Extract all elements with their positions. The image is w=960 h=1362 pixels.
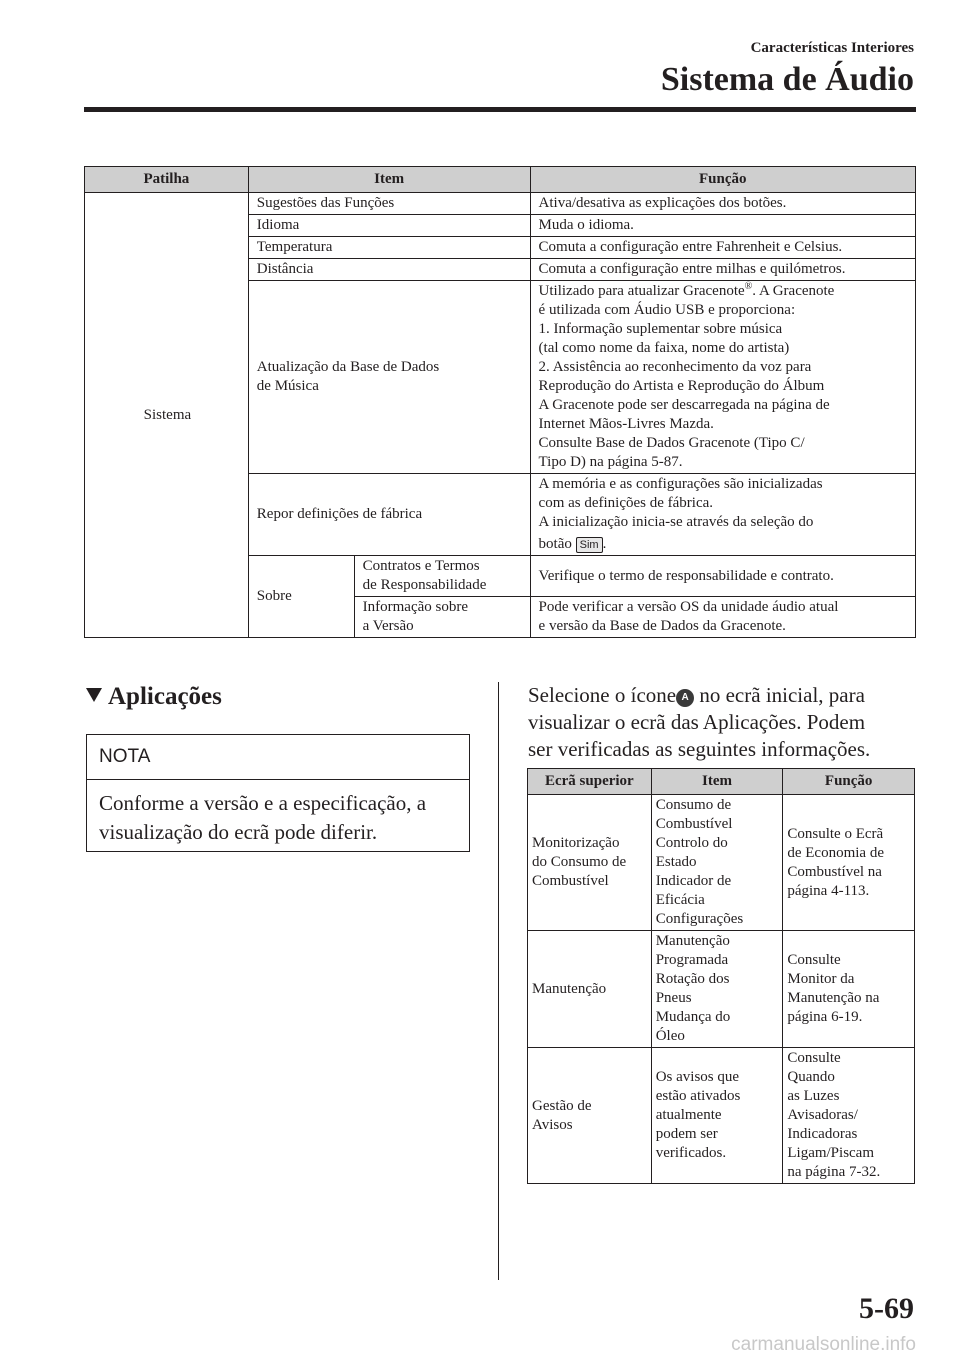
item-cell: Temperatura bbox=[248, 237, 530, 259]
cell-line: na página 7-32. bbox=[787, 1164, 881, 1180]
registered-mark: ® bbox=[744, 281, 753, 292]
cell-line: Programada bbox=[655, 952, 729, 968]
page-number: 5-69 bbox=[859, 1292, 914, 1325]
cell-line: Consulte bbox=[787, 952, 841, 968]
col-header-patilha: Patilha bbox=[85, 167, 249, 193]
cell-line: Manutenção na bbox=[787, 990, 880, 1006]
cell-line: do Consumo de bbox=[532, 854, 627, 870]
func-line: 2. Assistência ao reconhecimento da voz para bbox=[538, 359, 812, 375]
func-line: Utilizado para atualizar Gracenote bbox=[538, 283, 745, 299]
cell-line: estão ativados bbox=[655, 1088, 741, 1104]
top-cell bbox=[528, 1048, 652, 1184]
cell-line: Combustível na bbox=[787, 863, 882, 880]
func-end: . bbox=[602, 536, 607, 552]
item-cell: Sugestões das Funções bbox=[248, 193, 530, 215]
subitem-cell bbox=[354, 556, 530, 597]
cell-line: Combustível bbox=[655, 816, 733, 832]
func-cell-reset bbox=[530, 474, 915, 556]
func-line: A inicialização inicia-se através da seleção do bbox=[538, 514, 814, 530]
intro-text: ser verificadas as seguintes informações. bbox=[528, 737, 871, 761]
section-title bbox=[86, 682, 222, 712]
func-cell: Comuta a configuração entre milhas e quilómetros. bbox=[530, 259, 915, 281]
func-cell-music-db bbox=[530, 281, 915, 474]
cell-line: Quando bbox=[787, 1069, 835, 1085]
cell-line: atualmente bbox=[655, 1107, 722, 1123]
item-cell bbox=[651, 795, 783, 931]
cell-line: de Economia de bbox=[787, 844, 884, 861]
header-rule bbox=[84, 107, 916, 112]
note-line: Conforme a versão e a especificação, a bbox=[99, 791, 427, 815]
cell-line: Consulte o Ecrã bbox=[787, 825, 884, 842]
func-line: Internet Mãos-Livres Mazda. bbox=[538, 416, 714, 432]
top-cell bbox=[528, 931, 652, 1048]
func-line: (tal como nome da faixa, nome do artista) bbox=[538, 340, 790, 356]
tab-cell-sistema: Sistema bbox=[85, 193, 249, 638]
item-cell: Distância bbox=[248, 259, 530, 281]
chapter-title: Características Interiores bbox=[750, 40, 914, 56]
func-cell: Comuta a configuração entre Fahrenheit e Celsius. bbox=[530, 237, 915, 259]
cell-line: Combustível bbox=[532, 873, 609, 889]
subitem-cell bbox=[354, 597, 530, 638]
col-header-ecra: Ecrã superior bbox=[528, 769, 652, 795]
cell-line: Manutenção bbox=[532, 980, 607, 997]
cell-line: Estado bbox=[655, 854, 697, 870]
cell-line: Avisadoras/ bbox=[787, 1107, 858, 1123]
subitem-line: a Versão bbox=[362, 618, 414, 634]
func-line: Consulte Base de Dados Gracenote (Tipo C/ bbox=[538, 435, 805, 451]
func-cell: Verifique o termo de responsabilidade e contrato. bbox=[530, 556, 915, 597]
func-cell bbox=[783, 931, 915, 1048]
subitem-line: Contratos e Termos bbox=[362, 558, 480, 574]
cell-line: Ligam/Piscam bbox=[787, 1145, 875, 1161]
column-divider bbox=[498, 682, 499, 1280]
func-line: botão bbox=[538, 536, 572, 552]
func-cell bbox=[783, 1048, 915, 1184]
table-header-row bbox=[85, 167, 916, 193]
func-cell: Ativa/desativa as explicações dos botões. bbox=[530, 193, 915, 215]
cell-line: página 6-19. bbox=[787, 1009, 863, 1025]
cell-line: as Luzes bbox=[787, 1088, 840, 1104]
func-line: é utilizada com Áudio USB e proporciona: bbox=[538, 302, 796, 318]
item-cell-music-db bbox=[248, 281, 530, 474]
cell-line: Eficácia bbox=[655, 892, 705, 908]
sim-button-graphic: Sim bbox=[576, 537, 603, 553]
cell-line: Indicador de bbox=[655, 873, 732, 889]
applications-intro bbox=[528, 682, 928, 763]
cell-line: Consumo de bbox=[655, 797, 732, 813]
func-line: . A Gracenote bbox=[752, 283, 835, 299]
cell-line: Rotação dos bbox=[655, 971, 730, 987]
note-box bbox=[86, 734, 470, 852]
col-header-item: Item bbox=[248, 167, 530, 193]
item-line: de Música bbox=[256, 378, 319, 394]
item-cell-reset: Repor definições de fábrica bbox=[248, 474, 530, 556]
func-cell bbox=[530, 597, 915, 638]
cell-line: Óleo bbox=[655, 1028, 685, 1044]
table-header-row bbox=[528, 769, 915, 795]
intro-text: visualizar o ecrã das Aplicações. Podem bbox=[528, 710, 866, 734]
note-body bbox=[87, 780, 469, 856]
cell-line: Pneus bbox=[655, 990, 692, 1006]
cell-line: Avisos bbox=[532, 1116, 573, 1133]
func-line: com as definições de fábrica. bbox=[538, 495, 714, 511]
triangle-bullet-icon bbox=[86, 688, 102, 702]
cell-line: Gestão de bbox=[532, 1097, 592, 1114]
cell-line: página 4-113. bbox=[787, 882, 870, 899]
func-line: Tipo D) na página 5-87. bbox=[538, 454, 683, 470]
item-cell bbox=[651, 931, 783, 1048]
func-line: e versão da Base de Dados da Gracenote. bbox=[538, 618, 786, 634]
cell-line: Manutenção bbox=[655, 933, 730, 949]
table-row bbox=[528, 931, 915, 1048]
item-cell: Idioma bbox=[248, 215, 530, 237]
item-cell-about: Sobre bbox=[248, 556, 354, 638]
cell-line: Monitorização bbox=[532, 835, 620, 851]
cell-line: podem ser bbox=[655, 1126, 718, 1142]
note-line: visualização do ecrã pode diferir. bbox=[99, 820, 378, 844]
func-line: 1. Informação suplementar sobre música bbox=[538, 321, 783, 337]
intro-text: Selecione o ícone bbox=[528, 683, 677, 707]
func-line: Reprodução do Artista e Reprodução do Álbum bbox=[538, 378, 825, 394]
item-cell bbox=[651, 1048, 783, 1184]
intro-text: no ecrã inicial, para bbox=[694, 683, 865, 707]
col-header-funcao: Função bbox=[783, 769, 915, 795]
col-header-funcao: Função bbox=[530, 167, 915, 193]
system-settings-table bbox=[84, 166, 916, 638]
subitem-line: Informação sobre bbox=[362, 599, 469, 615]
item-line: Atualização da Base de Dados bbox=[256, 359, 440, 375]
func-line: A Gracenote pode ser descarregada na página de bbox=[538, 397, 830, 413]
func-cell bbox=[783, 795, 915, 931]
watermark: carmanualsonline.info bbox=[731, 1334, 916, 1355]
applications-table bbox=[527, 768, 915, 1184]
table-row bbox=[528, 1048, 915, 1184]
cell-line: Controlo do bbox=[655, 835, 728, 851]
func-cell: Muda o idioma. bbox=[530, 215, 915, 237]
applications-icon: A bbox=[676, 689, 694, 707]
cell-line: Os avisos que bbox=[655, 1069, 740, 1085]
table-row bbox=[528, 795, 915, 931]
section-title-text: Aplicações bbox=[108, 683, 222, 710]
cell-line: Indicadoras bbox=[787, 1126, 858, 1142]
cell-line: verificados. bbox=[655, 1145, 727, 1161]
func-line: A memória e as configurações são inicializadas bbox=[538, 476, 823, 492]
page-title: Sistema de Áudio bbox=[660, 61, 914, 98]
func-line: Pode verificar a versão OS da unidade áudio atual bbox=[538, 599, 839, 615]
subitem-line: de Responsabilidade bbox=[362, 577, 487, 593]
col-header-item: Item bbox=[651, 769, 783, 795]
cell-line: Mudança do bbox=[655, 1009, 731, 1025]
cell-line: Monitor da bbox=[787, 971, 855, 987]
cell-line: Consulte bbox=[787, 1050, 841, 1066]
cell-line: Configurações bbox=[655, 911, 744, 927]
table-row bbox=[85, 193, 916, 215]
note-heading: NOTA bbox=[87, 735, 469, 780]
top-cell bbox=[528, 795, 652, 931]
